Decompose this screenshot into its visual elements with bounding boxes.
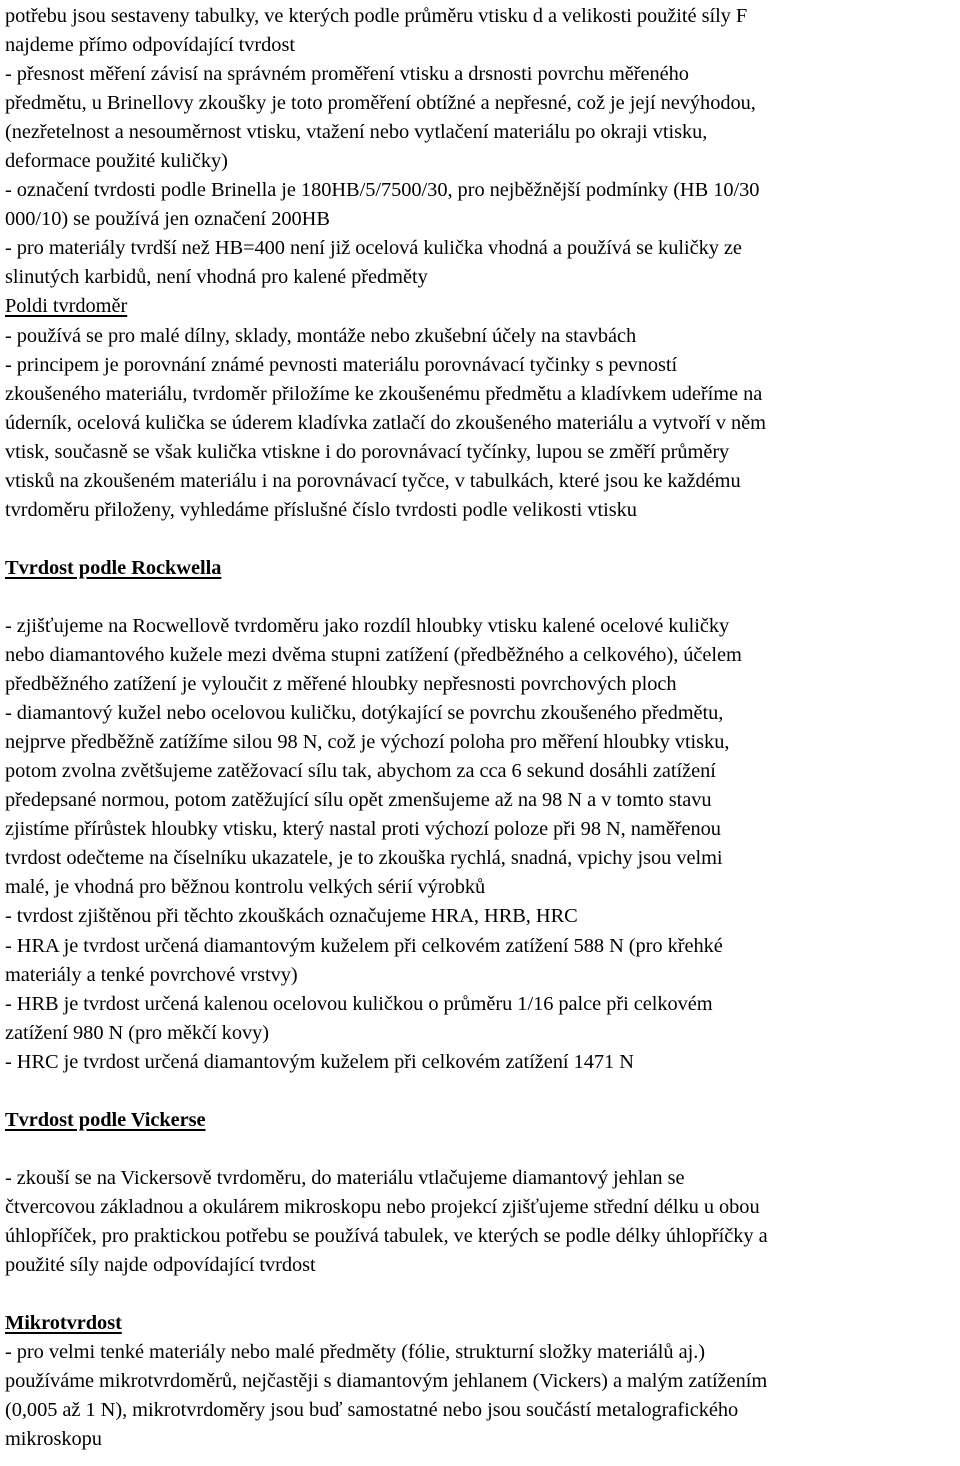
text-line: - přesnost měření závisí na správném proměření vtisku a drsnosti povrchu měřeného bbox=[5, 63, 689, 86]
text-line: - HRB je tvrdost určená kalenou ocelovou kuličkou o průměru 1/16 palce při celkovém bbox=[5, 992, 713, 1015]
blank-line bbox=[5, 1280, 960, 1309]
text-line: vtisk, současně se však kulička vtiskne i do porovnávací tyčínky, lupou se změří průměry bbox=[5, 440, 730, 463]
text-line: zjistíme přírůstek hloubky vtisku, který nastal proti výchozí poloze při 98 N, naměřenou bbox=[5, 818, 721, 841]
text-line: materiály a tenké povrchové vrstvy) bbox=[5, 963, 298, 986]
text-line: - tvrdost zjištěnou při těchto zkouškách označujeme HRA, HRB, HRC bbox=[5, 905, 578, 928]
vickers-heading: Tvrdost podle Vickerse bbox=[5, 1108, 206, 1131]
text-line: použité síly najde odpovídající tvrdost bbox=[5, 1254, 316, 1277]
text-line: - používá se pro malé dílny, sklady, montáže nebo zkušební účely na stavbách bbox=[5, 324, 637, 347]
text-line: (nezřetelnost a nesouměrnost vtisku, vtažení nebo vytlačení materiálu po okraji vtisku, bbox=[5, 121, 708, 144]
text-line: mikroskopu bbox=[5, 1428, 102, 1451]
poldi-subheading: Poldi tvrdoměr bbox=[5, 295, 128, 318]
text-line: zkoušeného materiálu, tvrdoměr přiložíme ke zkoušenému předmětu a kladívkem udeříme na bbox=[5, 382, 763, 405]
text-line: vtisků na zkoušeném materiálu i na porovnávací tyčce, v tabulkách, které jsou ke každému bbox=[5, 469, 741, 492]
intro-section bbox=[5, 2, 960, 292]
rockwell-section bbox=[5, 554, 960, 1077]
text-line: - HRC je tvrdost určená diamantovým kuželem při celkovém zatížení 1471 N bbox=[5, 1050, 634, 1073]
vickers-section bbox=[5, 1106, 960, 1280]
blank-line bbox=[5, 583, 960, 612]
document-page bbox=[5, 2, 960, 1454]
text-line: úhlopříček, pro praktickou potřebu se používá tabulek, ve kterých se podle délky úhlopříčky a bbox=[5, 1224, 768, 1247]
text-line: - pro velmi tenké materiály nebo malé předměty (fólie, strukturní složky materiálů aj.) bbox=[5, 1341, 706, 1364]
text-line: čtvercovou základnou a okulárem mikroskopu nebo projekcí zjišťujeme střední délku u obou bbox=[5, 1195, 760, 1218]
text-line: tvrdoměru přiloženy, vyhledáme příslušné číslo tvrdosti podle velikosti vtisku bbox=[5, 498, 637, 521]
text-line: zatížení 980 N (pro měkčí kovy) bbox=[5, 1021, 270, 1044]
text-line: (0,005 až 1 N), mikrotvrdoměry jsou buď samostatné nebo jsou součástí metalografického bbox=[5, 1399, 739, 1422]
text-line: - HRA je tvrdost určená diamantovým kuželem při celkovém zatížení 588 N (pro křehké bbox=[5, 934, 723, 957]
microhardness-heading: Mikrotvrdost bbox=[5, 1312, 122, 1335]
text-line: - zjišťujeme na Rocwellově tvrdoměru jako rozdíl hloubky vtisku kalené ocelové kuličky bbox=[5, 614, 730, 637]
blank-line bbox=[5, 1077, 960, 1106]
text-line: - označení tvrdosti podle Brinella je 180HB/5/7500/30, pro nejběžnější podmínky (HB 10/30 bbox=[5, 179, 760, 202]
rockwell-heading: Tvrdost podle Rockwella bbox=[5, 556, 222, 579]
text-line: předmětu, u Brinellovy zkoušky je toto proměření obtížné a nepřesné, což je její nevýhodou, bbox=[5, 92, 756, 115]
text-line: deformace použité kuličky) bbox=[5, 150, 228, 173]
text-line: - diamantový kužel nebo ocelovou kuličku, dotýkající se povrchu zkoušeného předmětu, bbox=[5, 702, 724, 725]
text-line: nebo diamantového kužele mezi dvěma stupni zatížení (předběžného a celkového), účelem bbox=[5, 644, 742, 667]
text-line: najdeme přímo odpovídající tvrdost bbox=[5, 34, 295, 57]
text-line: předepsané normou, potom zatěžující sílu opět zmenšujeme až na 98 N a v tomto stavu bbox=[5, 789, 712, 812]
blank-line bbox=[5, 1135, 960, 1164]
text-line: předběžného zatížení je vyloučit z měřené hloubky nepřesnosti povrchových ploch bbox=[5, 673, 677, 696]
text-line: 000/10) se používá jen označení 200HB bbox=[5, 208, 330, 231]
text-line: tvrdost odečteme na číselníku ukazatele, je to zkouška rychlá, snadná, vpichy jsou velmi bbox=[5, 847, 723, 870]
text-line: potřebu jsou sestaveny tabulky, ve kterých podle průměru vtisku d a velikosti použité síly F bbox=[5, 5, 748, 27]
text-line: slinutých karbidů, není vhodná pro kalené předměty bbox=[5, 266, 428, 289]
poldi-section bbox=[5, 292, 960, 524]
text-line: úderník, ocelová kulička se úderem kladívka zatlačí do zkoušeného materiálu a vytvoří v něm bbox=[5, 411, 766, 434]
text-line: používáme mikrotvrdoměrů, nejčastěji s diamantovým jehlanem (Vickers) a malým zatížením bbox=[5, 1370, 768, 1393]
blank-line bbox=[5, 525, 960, 554]
microhardness-section bbox=[5, 1309, 960, 1454]
text-line: - pro materiály tvrdší než HB=400 není již ocelová kulička vhodná a používá se kuličky ze bbox=[5, 237, 742, 260]
text-line: - zkouší se na Vickersově tvrdoměru, do materiálu vtlačujeme diamantový jehlan se bbox=[5, 1166, 685, 1189]
text-line: potom zvolna zvětšujeme zatěžovací sílu tak, abychom za cca 6 sekund dosáhli zatížení bbox=[5, 760, 716, 783]
text-line: - principem je porovnání známé pevnosti materiálu porovnávací tyčinky s pevností bbox=[5, 353, 678, 376]
text-line: nejprve předběžně zatížíme silou 98 N, což je výchozí poloha pro měření hloubky vtisku, bbox=[5, 731, 730, 754]
text-line: malé, je vhodná pro běžnou kontrolu velkých sérií výrobků bbox=[5, 876, 486, 899]
